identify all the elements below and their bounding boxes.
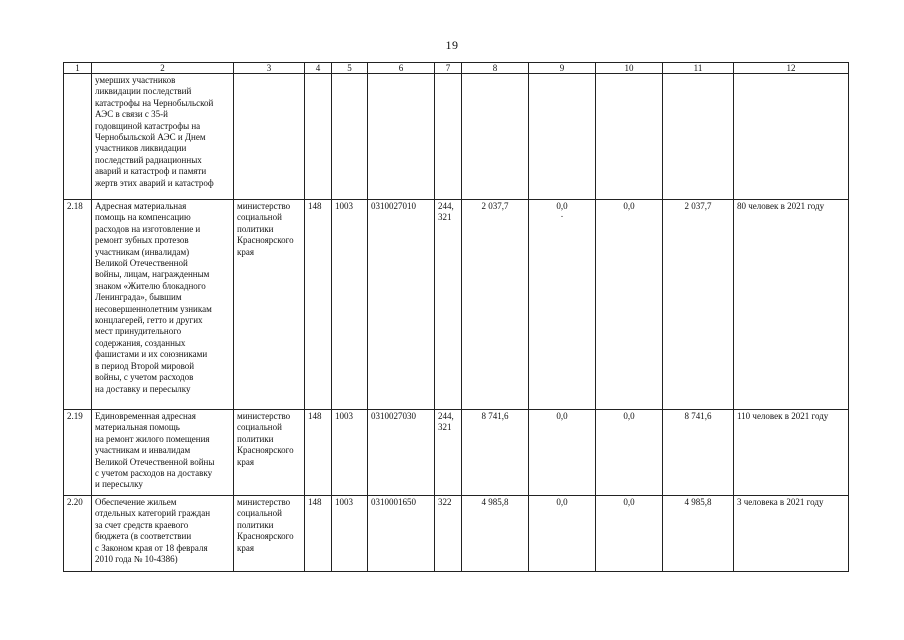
cell-amount-8: 8 741,6 bbox=[462, 410, 529, 496]
cell-amount-10 bbox=[596, 74, 663, 200]
column-header: 9 bbox=[529, 63, 596, 74]
cell-section: 1003 bbox=[332, 496, 368, 572]
cell-amount-8: 2 037,7 bbox=[462, 200, 529, 410]
cell-amount-8 bbox=[462, 74, 529, 200]
cell-amount-11 bbox=[663, 74, 734, 200]
table-header-row bbox=[64, 63, 849, 74]
row-number bbox=[64, 74, 92, 200]
cell-amount-10: 0,0 bbox=[596, 496, 663, 572]
cell-grbs: 148 bbox=[305, 496, 332, 572]
cell-section: 1003 bbox=[332, 410, 368, 496]
responsible-org bbox=[234, 74, 305, 200]
column-header: 7 bbox=[435, 63, 462, 74]
cell-result bbox=[734, 74, 849, 200]
cell-grbs: 148 bbox=[305, 200, 332, 410]
cell-target-article: 0310027030 bbox=[368, 410, 435, 496]
budget-table bbox=[63, 62, 849, 572]
cell-expense-type bbox=[435, 74, 462, 200]
cell-result: 80 человек в 2021 году bbox=[734, 200, 849, 410]
column-header: 3 bbox=[234, 63, 305, 74]
cell-target-article: 0310001650 bbox=[368, 496, 435, 572]
measure-name: Адресная материальная помощь на компенсацию расходов на изготовление и ремонт зубных протезов участникам (инвалидам) Великой Отечественной войны, лицам, награжденным знаком «Жителю блокадного Ленинграда», бывшим несовершеннолетним узникам концлагерей, гетто и других мест принудительного содержания, созданных фашистами и их союзниками в период Второй мировой войны, с учетом расходов на доставку и пересылку bbox=[92, 200, 234, 410]
scan-dot: . bbox=[560, 209, 564, 220]
column-header: 4 bbox=[305, 63, 332, 74]
cell-expense-type: 244, 321 bbox=[435, 200, 462, 410]
cell-amount-9-value: 0,0 bbox=[556, 201, 568, 211]
cell-result: 3 человека в 2021 году bbox=[734, 496, 849, 572]
measure-name: Обеспечение жильем отдельных категорий граждан за счет средств краевого бюджета (в соответствии с Законом края от 18 февраля 2010 года № 10-4386) bbox=[92, 496, 234, 572]
cell-amount-11: 4 985,8 bbox=[663, 496, 734, 572]
column-header: 10 bbox=[596, 63, 663, 74]
row-number: 2.18 bbox=[64, 200, 92, 410]
cell-amount-10: 0,0 bbox=[596, 200, 663, 410]
cell-target-article: 0310027010 bbox=[368, 200, 435, 410]
measure-name: умерших участников ликвидации последствий катастрофы на Чернобыльской АЭС в связи с 35-й годовщиной катастрофы на Чернобыльской АЭС и Днем участников ликвидации последствий радиационных аварий и катастроф и памяти жертв этих аварий и катастроф bbox=[92, 74, 234, 200]
table-row bbox=[64, 410, 849, 496]
cell-section: 1003 bbox=[332, 200, 368, 410]
responsible-org: министерство социальной политики Красноярского края bbox=[234, 496, 305, 572]
cell-amount-9: 0,0 bbox=[529, 410, 596, 496]
column-header: 8 bbox=[462, 63, 529, 74]
responsible-org: министерство социальной политики Красноярского края bbox=[234, 200, 305, 410]
table-row bbox=[64, 496, 849, 572]
cell-amount-9 bbox=[529, 200, 596, 410]
cell-amount-8: 4 985,8 bbox=[462, 496, 529, 572]
column-header: 2 bbox=[92, 63, 234, 74]
cell-amount-9 bbox=[529, 74, 596, 200]
cell-expense-type: 244, 321 bbox=[435, 410, 462, 496]
responsible-org: министерство социальной политики Красноярского края bbox=[234, 410, 305, 496]
row-number: 2.20 bbox=[64, 496, 92, 572]
cell-amount-9: 0,0 bbox=[529, 496, 596, 572]
cell-section bbox=[332, 74, 368, 200]
cell-amount-11: 2 037,7 bbox=[663, 200, 734, 410]
page-number: 19 bbox=[445, 38, 459, 52]
cell-amount-11: 8 741,6 bbox=[663, 410, 734, 496]
table-row bbox=[64, 200, 849, 410]
measure-name: Единовременная адресная материальная помощь на ремонт жилого помещения участникам и инвалидам Великой Отечественной войны с учетом расходов на доставку и пересылку bbox=[92, 410, 234, 496]
column-header: 12 bbox=[734, 63, 849, 74]
cell-target-article bbox=[368, 74, 435, 200]
cell-amount-10: 0,0 bbox=[596, 410, 663, 496]
table-row bbox=[64, 74, 849, 200]
column-header: 5 bbox=[332, 63, 368, 74]
cell-grbs: 148 bbox=[305, 410, 332, 496]
cell-grbs bbox=[305, 74, 332, 200]
column-header: 6 bbox=[368, 63, 435, 74]
column-header: 1 bbox=[64, 63, 92, 74]
cell-expense-type: 322 bbox=[435, 496, 462, 572]
column-header: 11 bbox=[663, 63, 734, 74]
row-number: 2.19 bbox=[64, 410, 92, 496]
cell-result: 110 человек в 2021 году bbox=[734, 410, 849, 496]
